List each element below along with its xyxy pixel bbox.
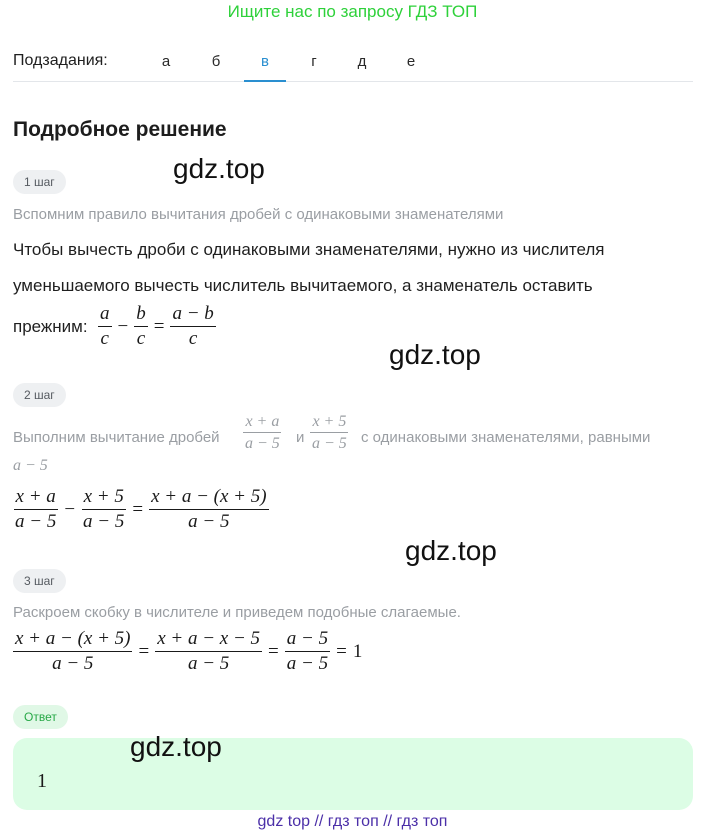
step-1-chip: 1 шаг	[13, 170, 66, 194]
step-2-note-conj: и	[296, 429, 305, 446]
step-2-formula: $\frac{x + a}{a - 5}$ − $\frac{x + 5}{a - 5}$ = $\frac{x + a - (x + 5)}{a - 5}$	[15, 486, 267, 532]
tab-b[interactable]: б	[211, 53, 221, 70]
answer-value: 1	[37, 770, 47, 792]
footer-links[interactable]: gdz top // гдз топ // гдз топ	[257, 813, 448, 830]
step-2-note-denominator: a − 5	[13, 457, 48, 474]
tab-g[interactable]: г	[311, 53, 317, 70]
watermark: gdz.top	[130, 731, 222, 762]
watermark: gdz.top	[389, 339, 481, 370]
fraction: $\frac{x + 5}{a - 5}$	[83, 486, 125, 532]
step-1-note: Вспомним правило вычитания дробей с одинаковыми знаменателями	[13, 206, 504, 223]
step-3-note: Раскроем скобку в числителе и приведем подобные слагаемые.	[13, 604, 461, 621]
answer-box	[13, 738, 693, 810]
section-title: Подробное решение	[13, 118, 227, 141]
fraction: $\frac{x + a - (x + 5)}{a - 5}$	[151, 486, 267, 532]
step-3-formula: $\frac{x + a - (x + 5)}{a - 5}$ = $\frac{x + a - x - 5}{a - 5}$ = $\frac{a - 5}{a - 5}$ = 1	[15, 628, 363, 674]
step-1-text-line-3: прежним:	[13, 317, 88, 336]
fraction: $\frac{x + a}{a - 5}$	[15, 486, 57, 532]
fraction: $\frac{a - 5}{a - 5}$	[286, 628, 329, 674]
step-2-note-fraction-2: $\frac{x + 5}{a - 5}$	[312, 413, 347, 452]
step-1-formula: $\frac{a}{c}$ − $\frac{b}{c}$ = $\frac{a - b}{c}$	[100, 303, 214, 349]
step-3-chip: 3 шаг	[13, 569, 66, 593]
fraction: $\frac{b}{c}$	[136, 303, 146, 349]
step-2-note-fraction-1: $\frac{x + a}{a - 5}$	[245, 413, 280, 452]
step-2-note-start: Выполним вычитание дробей	[13, 429, 220, 446]
answer-chip: Ответ	[13, 705, 68, 729]
tab-v[interactable]: в	[244, 50, 286, 82]
step-1-text-line-1: Чтобы вычесть дроби с одинаковыми знаменателями, нужно из числителя	[13, 240, 605, 259]
step-1-text-line-2: уменьшаемого вычесть числитель вычитаемого, а знаменатель оставить	[13, 276, 593, 295]
step-2-chip: 2 шаг	[13, 383, 66, 407]
tab-a[interactable]: а	[161, 53, 171, 70]
watermark: gdz.top	[173, 153, 265, 184]
fraction: $\frac{x + a - (x + 5)}{a - 5}$	[15, 628, 131, 674]
subtasks-label: Подзадания:	[13, 52, 108, 69]
tab-d[interactable]: д	[357, 53, 367, 70]
tab-e[interactable]: е	[406, 53, 416, 70]
watermark: gdz.top	[405, 535, 497, 566]
subtasks-bar	[13, 50, 693, 82]
fraction: $\frac{a - b}{c}$	[172, 303, 214, 349]
fraction: $\frac{a}{c}$	[100, 303, 110, 349]
fraction: $\frac{x + a - x - 5}{a - 5}$	[157, 628, 261, 674]
promo-banner[interactable]: Ищите нас по запросу ГДЗ ТОП	[227, 2, 478, 21]
step-2-note-end: с одинаковыми знаменателями, равными	[361, 429, 651, 446]
